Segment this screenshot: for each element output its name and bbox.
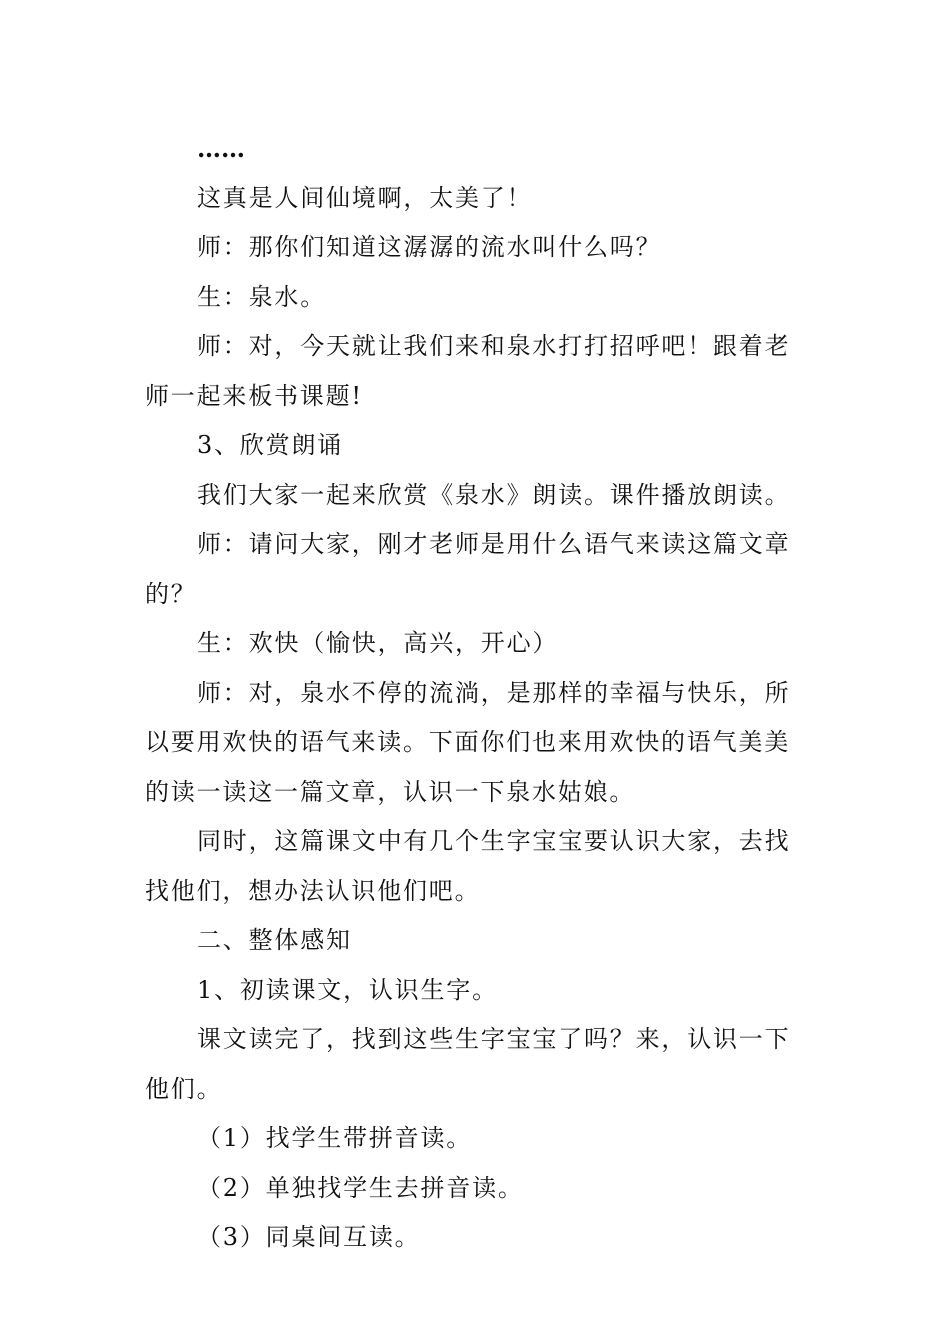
paragraph: 这真是人间仙境啊，太美了！: [197, 183, 533, 212]
list-item: （1）找学生带拼音读。: [197, 1124, 473, 1152]
paragraph: 生：泉水。: [197, 282, 326, 311]
paragraph: 生：欢快（愉快，高兴，开心）: [197, 629, 559, 657]
paragraph: 师：那你们知道这潺潺的流水叫什么吗？: [197, 233, 662, 261]
paragraph: 师：请问大家，刚才老师是用什么语气来读这篇文章的？: [145, 530, 791, 608]
list-item: （2）单独找学生去拼音读。: [197, 1173, 524, 1202]
paragraph-ellipsis: ……: [197, 134, 245, 163]
section-heading: 3、欣赏朗诵: [197, 431, 344, 459]
document-body: [145, 124, 815, 1263]
list-item: （3）同桌间互读。: [197, 1223, 421, 1251]
section-heading: 二、整体感知: [197, 926, 352, 954]
paragraph: 同时，这篇课文中有几个生字宝宝要认识大家，去找找他们，想办法认识他们吧。: [145, 827, 791, 905]
paragraph: 我们大家一起来欣赏《泉水》朗读。课件播放朗读。: [197, 480, 791, 509]
paragraph: 师：对，泉水不停的流淌，是那样的幸福与快乐，所以要用欢快的语气来读。下面你们也来用欢快的语气美美的读一读这一篇文章，认识一下泉水姑娘。: [145, 678, 791, 806]
section-heading: 1、初读课文，认识生字。: [197, 975, 498, 1004]
paragraph: 师：对，今天就让我们来和泉水打打招呼吧！跟着老师一起来板书课题!: [145, 332, 791, 410]
paragraph: 课文读完了，找到这些生字宝宝了吗？来，认识一下他们。: [145, 1025, 791, 1103]
